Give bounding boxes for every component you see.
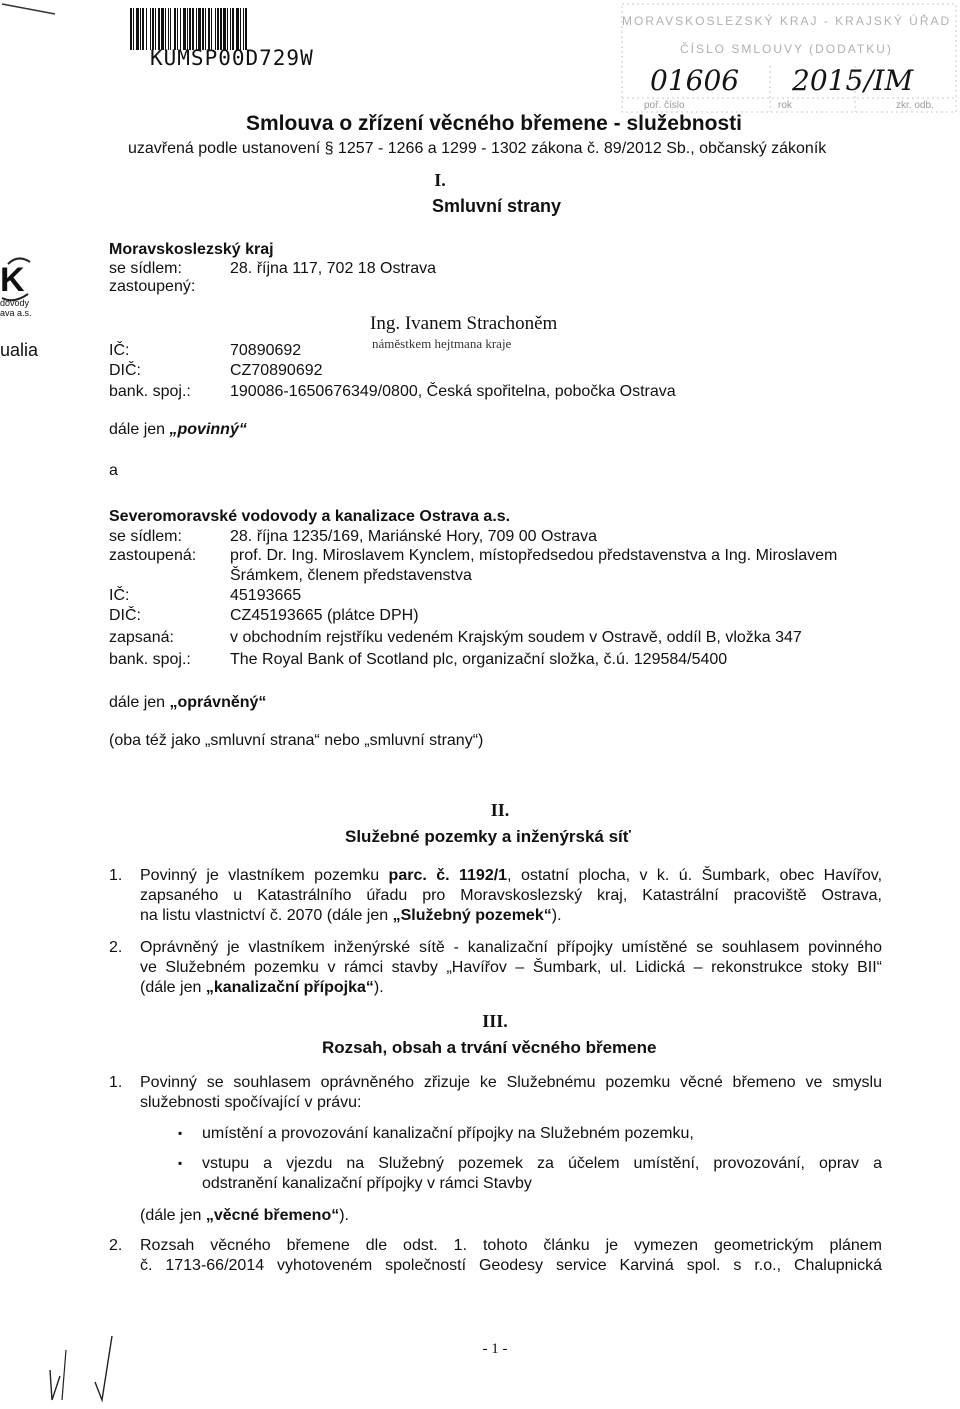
party-2-seat: 28. října 1235/169, Mariánské Hory, 709 00 Ostrava — [230, 528, 598, 545]
section-3-alias-a: (dále jen — [140, 1207, 206, 1224]
section-3-p1-number: 1. — [109, 1074, 123, 1091]
party-2-bank: The Royal Bank of Scotland plc, organizační složka, č.ú. 129584/5400 — [230, 651, 728, 668]
section-3-alias-c: ). — [339, 1207, 349, 1224]
logo-line-1: dovody — [0, 298, 30, 308]
party-1-bank: 190086-1650676349/0800, Česká spořitelna, pobočka Ostrava — [230, 383, 676, 400]
party-1-name: Moravskoslezský kraj — [109, 241, 274, 258]
party-1-seat: 28. října 117, 702 18 Ostrava — [230, 260, 437, 277]
section-2-number: II. — [490, 800, 510, 820]
section-3-p2-line-2: č. 1713-66/2014 vyhotoveném společností Geodesy service Karviná spol. s r.o., Chalupnická — [140, 1257, 882, 1274]
section-3-bullet-1: umístění a provozování kanalizační přípojky na Služebném pozemku, — [202, 1125, 694, 1142]
logo-line-2: ava a.s. — [0, 308, 32, 318]
page-number: - 1 - — [482, 1341, 508, 1357]
party-1-alias-term: „povinný“ — [169, 421, 247, 438]
section-2-p2-l3-a: (dále jen — [140, 979, 206, 996]
party-1-rep-name: Ing. Ivanem Strachoněm — [370, 313, 558, 334]
barcode-code: KUMSP00D729W — [150, 46, 314, 70]
section-2-p1-line-2: zapsaného u Katastrálního úřadu pro Moravskoslezský kraj, Katastrální pracoviště Ostrava, — [140, 887, 882, 904]
party-2-rep-line-1: prof. Dr. Ing. Miroslavem Kynclem, místopředsedou představenstva a Ing. Miroslavem — [230, 547, 838, 564]
party-1-dic: CZ70890692 — [230, 362, 323, 379]
document-subtitle: uzavřená podle ustanovení § 1257 - 1266 a 1299 - 1302 zákona č. 89/2012 Sb., občanský zákoník — [128, 140, 827, 157]
section-3-p2-line-1: Rozsah věcného břemene dle odst. 1. tohoto článku je vymezen geometrickým plánem — [140, 1237, 882, 1254]
section-3-p1-line-2: služebnosti spočívající v právu: — [140, 1094, 362, 1111]
registration-stamp — [600, 0, 960, 118]
party-2-alias-prefix: dále jen — [109, 694, 170, 711]
stamp-label-year: rok — [778, 100, 792, 111]
section-2-p1-number: 1. — [109, 867, 123, 884]
both-parties-note: (oba též jako „smluvní strana“ nebo „smluvní strany“) — [109, 732, 484, 749]
party-2-name: Severomoravské vodovody a kanalizace Ostrava a.s. — [109, 508, 511, 525]
party-1-ic-label: IČ: — [109, 342, 130, 359]
party-2-rep-label: zastoupená: — [109, 547, 197, 564]
section-2-p1-text-c: , ostatní plocha, v k. ú. Šumbark, obec Havířov, — [507, 867, 883, 884]
section-2-parcel-number: parc. č. 1192/1 — [388, 867, 508, 884]
section-1-title: Smluvní strany — [432, 196, 562, 216]
stamp-year: 2015 — [792, 64, 864, 97]
section-1-number: I. — [434, 170, 446, 190]
party-2-alias — [109, 693, 266, 712]
logo-letter: K — [0, 261, 25, 299]
section-3-p1-line-1: Povinný se souhlasem oprávněného zřizuje ke Služebnému pozemku věcné břemeno ve smyslu — [140, 1074, 882, 1091]
document-title: Smlouva o zřízení věcného břemene - služebnosti — [246, 112, 742, 135]
party-2-dic: CZ45193665 (plátce DPH) — [230, 607, 419, 624]
stamp-subtitle: ČÍSLO SMLOUVY (DODATKU) — [680, 42, 893, 56]
party-2-reg: v obchodním rejstříku vedeném Krajským soudem v Ostravě, oddíl B, vložka 347 — [230, 629, 802, 646]
section-2-p2-line-1: Oprávněný je vlastníkem inženýrské sítě - kanalizační přípojky umístěné se souhlasem povinného — [140, 939, 882, 956]
handwritten-initials — [40, 1330, 140, 1409]
section-3-title: Rozsah, obsah a trvání věcného břemene — [322, 1038, 657, 1057]
section-3-bullet-2-line-1: vstupu a vjezdu na Služebný pozemek za účelem umístění, provozování, oprav a — [202, 1155, 882, 1172]
party-2-bank-label: bank. spoj.: — [109, 651, 191, 668]
section-2-p2-line-3 — [140, 978, 384, 997]
party-2-seat-label: se sídlem: — [109, 528, 182, 545]
section-2-title: Služebné pozemky a inženýrská síť — [345, 827, 631, 846]
section-2-servient-land-term: „Služebný pozemek“ — [392, 907, 552, 924]
section-3-number: III. — [482, 1011, 508, 1031]
party-2-reg-label: zapsaná: — [109, 629, 174, 646]
section-2-sewer-term: „kanalizační přípojka“ — [205, 979, 374, 996]
party-2-ic-label: IČ: — [109, 587, 130, 604]
party-1-bank-label: bank. spoj.: — [109, 383, 191, 400]
stamp-label-dept: zkr. odb. — [896, 100, 934, 111]
section-2-p2-line-2: ve Služebném pozemku v rámci stavby „Havířov – Šumbark, ul. Lidická – rekonstrukce stoky BII“ — [140, 959, 882, 976]
party-2-dic-label: DIČ: — [109, 607, 141, 624]
bullet-2-marker: ▪ — [178, 1156, 183, 1170]
section-3-easement-term: „věcné břemeno“ — [205, 1207, 340, 1224]
section-3-p2-number: 2. — [109, 1237, 123, 1254]
party-1-ic: 70890692 — [230, 342, 302, 359]
logo-side-text: ualia — [0, 340, 39, 360]
section-2-p1-l3-a: na listu vlastnictví č. 2070 (dále jen — [140, 907, 393, 924]
section-3-bullet-2-line-2: odstranění kanalizační přípojky v rámci Stavby — [202, 1175, 532, 1192]
bullet-1-marker: ▪ — [178, 1126, 183, 1140]
section-2-p2-l3-c: ). — [373, 979, 384, 996]
section-2-p1-l3-c: ). — [551, 907, 562, 924]
conjunction-and: a — [109, 462, 118, 479]
scan-corner-mark — [0, 0, 60, 20]
section-2-p1-line-1 — [140, 866, 882, 885]
party-1-rep-role: náměstkem hejtmana kraje — [372, 336, 512, 351]
party-1-dic-label: DIČ: — [109, 362, 141, 379]
company-logo-fragment — [0, 248, 60, 368]
stamp-label-number: poř. číslo — [644, 100, 685, 111]
stamp-title: MORAVSKOSLEZSKÝ KRAJ - KRAJSKÝ ÚŘAD — [622, 14, 952, 28]
party-1-rep-label: zastoupený: — [109, 278, 196, 295]
party-1-seat-label: se sídlem: — [109, 260, 182, 277]
stamp-number: 01606 — [650, 64, 740, 97]
section-2-p1-text-a: Povinný je vlastníkem pozemku — [140, 867, 389, 884]
stamp-suffix: /IM — [864, 64, 914, 97]
party-1-alias — [109, 420, 247, 439]
party-2-rep-line-2: Šrámkem, členem představenstva — [230, 567, 472, 584]
section-3-alias — [140, 1206, 349, 1225]
section-2-p1-line-3 — [140, 906, 562, 925]
party-2-ic: 45193665 — [230, 587, 302, 604]
party-2-alias-term: „oprávněný“ — [169, 694, 267, 711]
party-1-alias-prefix: dále jen — [109, 421, 170, 438]
barcode — [130, 8, 358, 50]
section-2-p2-number: 2. — [109, 939, 123, 956]
